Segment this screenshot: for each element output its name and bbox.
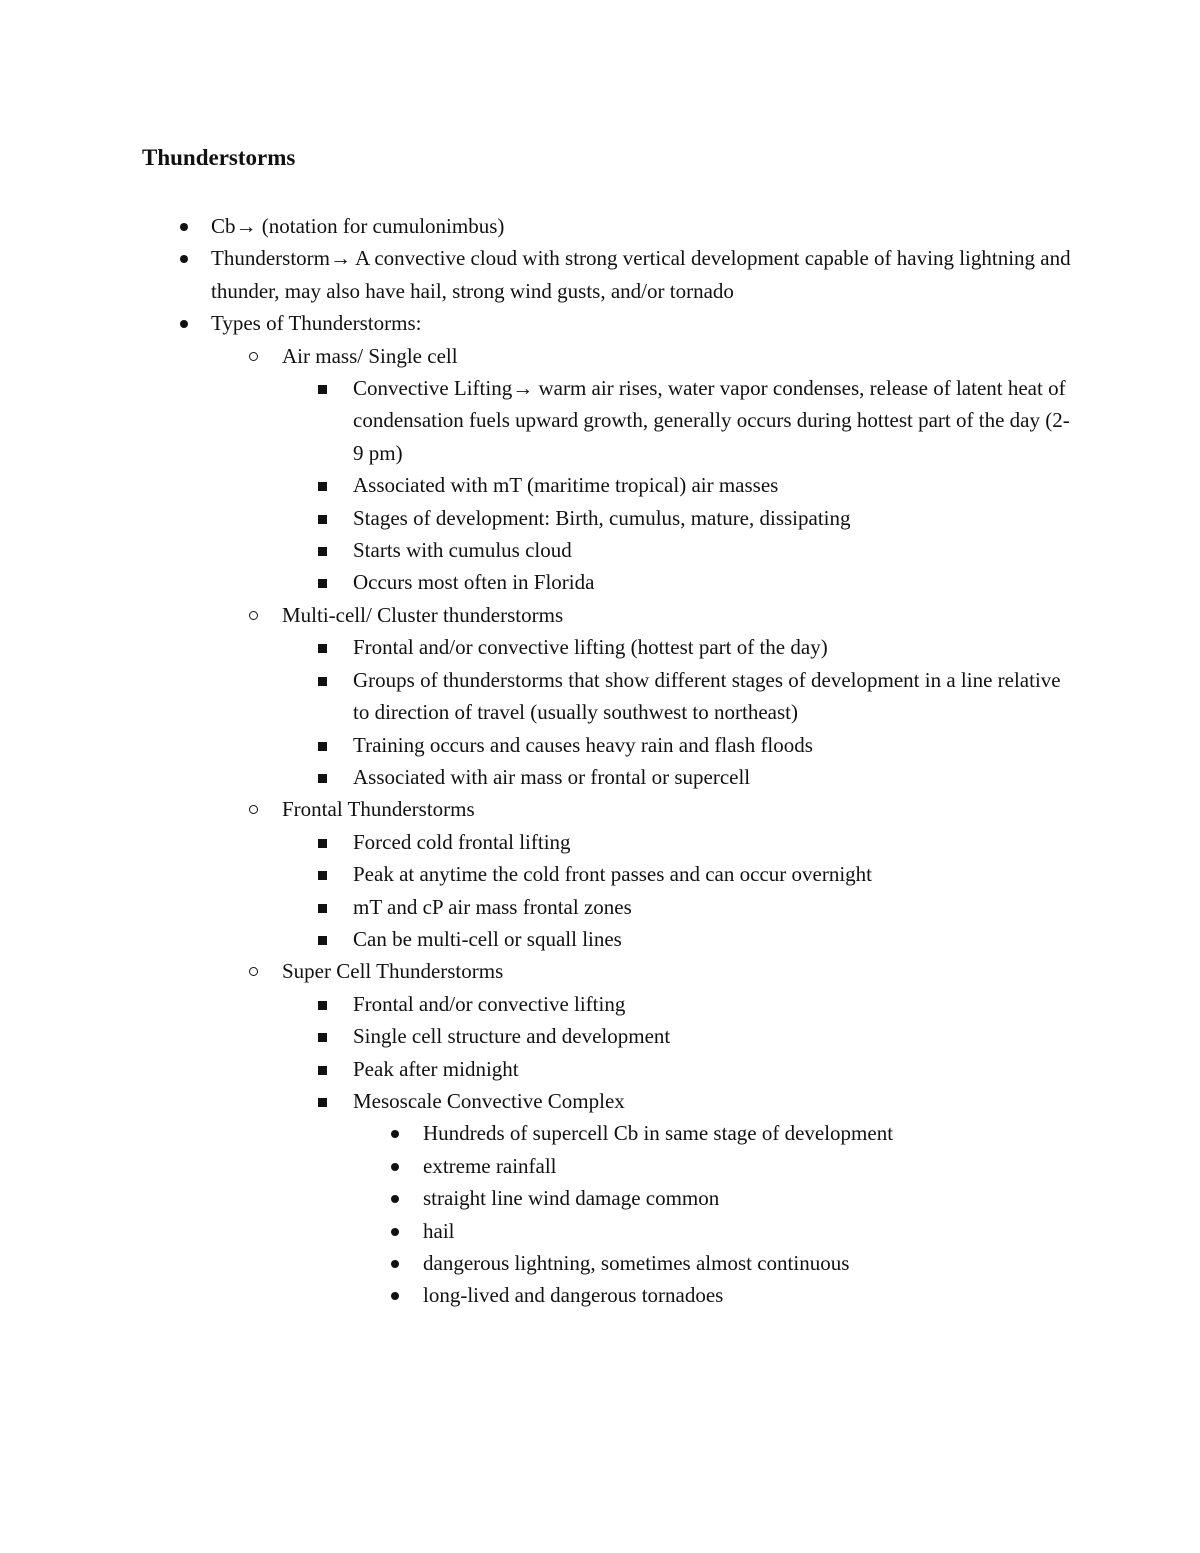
circle-bullet-icon xyxy=(249,805,258,814)
type-points-list xyxy=(0,988,1071,1312)
mcc-text: Hundreds of supercell Cb in same stage of development xyxy=(423,1121,894,1146)
point-text: Can be multi-cell or squall lines xyxy=(353,926,622,951)
disc-bullet-icon xyxy=(180,255,188,263)
disc-bullet-icon xyxy=(391,1130,399,1138)
square-bullet-icon xyxy=(318,1066,327,1075)
point-text: Convective Lifting→ warm air rises, water vapor condenses, release of latent heat of condensation fuels upward growth, generally occurs during hottest part of the day (2-9 pm) xyxy=(353,376,1070,465)
square-bullet-icon xyxy=(318,1098,327,1107)
point-item xyxy=(0,664,1071,729)
disc-bullet-icon xyxy=(391,1228,399,1236)
disc-bullet-icon xyxy=(391,1163,399,1171)
type-item xyxy=(0,340,1071,599)
list-item-text: Thunderstorm→ A convective cloud with strong vertical development capable of having lightning and thunder, may also have hail, strong wind gusts, and/or tornado xyxy=(211,246,1071,303)
square-bullet-icon xyxy=(318,839,327,848)
mcc-points-list xyxy=(0,1117,1071,1311)
point-text: Groups of thunderstorms that show different stages of development in a line relative to direction of travel (usually southwest to northeast) xyxy=(353,667,1061,725)
square-bullet-icon xyxy=(318,579,327,588)
mcc-item xyxy=(0,1215,1071,1247)
point-text: Training occurs and causes heavy rain and flash floods xyxy=(353,732,813,757)
type-name: Super Cell Thunderstorms xyxy=(282,959,504,984)
document-body xyxy=(0,210,1200,1312)
point-item xyxy=(0,858,1071,890)
circle-bullet-icon xyxy=(249,352,258,361)
square-bullet-icon xyxy=(318,904,327,913)
point-text: Mesoscale Convective Complex xyxy=(353,1088,625,1113)
disc-bullet-icon xyxy=(391,1292,399,1300)
mcc-text: straight line wind damage common xyxy=(423,1186,720,1211)
point-text: Occurs most often in Florida xyxy=(353,570,595,595)
point-text: Associated with air mass or frontal or supercell xyxy=(353,764,751,789)
point-item xyxy=(0,1053,1071,1085)
type-name: Air mass/ Single cell xyxy=(282,343,458,368)
point-text: Frontal and/or convective lifting xyxy=(353,991,626,1016)
type-item xyxy=(0,955,1071,1311)
square-bullet-icon xyxy=(318,936,327,945)
type-points-list xyxy=(0,372,1071,599)
type-name: Frontal Thunderstorms xyxy=(282,797,475,822)
point-text: Frontal and/or convective lifting (hottest part of the day) xyxy=(353,635,828,660)
square-bullet-icon xyxy=(318,547,327,556)
mcc-text: hail xyxy=(423,1218,455,1243)
list-item-text: Cb→ (notation for cumulonimbus) xyxy=(211,214,505,238)
list-item xyxy=(0,307,1071,1312)
point-text: Single cell structure and development xyxy=(353,1024,671,1049)
list-item-text: Types of Thunderstorms: xyxy=(211,311,422,336)
point-text: mT and cP air mass frontal zones xyxy=(353,894,632,919)
point-text: Starts with cumulus cloud xyxy=(353,538,572,563)
mcc-item xyxy=(0,1279,1071,1311)
point-text: Forced cold frontal lifting xyxy=(353,829,571,854)
mcc-item xyxy=(0,1117,1071,1149)
thunderstorm-types-list xyxy=(0,340,1071,1312)
disc-bullet-icon xyxy=(391,1195,399,1203)
square-bullet-icon xyxy=(318,385,327,394)
type-name: Multi-cell/ Cluster thunderstorms xyxy=(282,602,564,627)
point-item xyxy=(0,761,1071,793)
square-bullet-icon xyxy=(318,1033,327,1042)
page-title: Thunderstorms xyxy=(142,145,296,170)
type-points-list xyxy=(0,826,1071,956)
square-bullet-icon xyxy=(318,515,327,524)
square-bullet-icon xyxy=(318,1001,327,1010)
point-item xyxy=(0,1085,1071,1312)
point-text: Peak at anytime the cold front passes and can occur overnight xyxy=(353,862,872,887)
disc-bullet-icon xyxy=(180,223,188,231)
square-bullet-icon xyxy=(318,677,327,686)
point-item xyxy=(0,566,1071,598)
point-item xyxy=(0,826,1071,858)
point-item xyxy=(0,923,1071,955)
disc-bullet-icon xyxy=(180,320,188,328)
type-points-list xyxy=(0,631,1071,793)
mcc-text: dangerous lightning, sometimes almost continuous xyxy=(423,1251,850,1275)
circle-bullet-icon xyxy=(249,967,258,976)
type-item xyxy=(0,793,1071,955)
square-bullet-icon xyxy=(318,742,327,751)
point-item xyxy=(0,469,1071,501)
point-item xyxy=(0,988,1071,1020)
mcc-text: extreme rainfall xyxy=(423,1153,557,1178)
list-item xyxy=(0,210,1071,242)
point-item xyxy=(0,534,1071,566)
type-item xyxy=(0,599,1071,793)
point-item xyxy=(0,502,1071,534)
point-text: Associated with mT (maritime tropical) air masses xyxy=(353,473,779,498)
mcc-item xyxy=(0,1150,1071,1182)
point-item xyxy=(0,372,1071,469)
mcc-item xyxy=(0,1247,1071,1279)
point-item xyxy=(0,1020,1071,1052)
point-item xyxy=(0,729,1071,761)
mcc-item xyxy=(0,1182,1071,1214)
mcc-text: long-lived and dangerous tornadoes xyxy=(423,1283,724,1308)
square-bullet-icon xyxy=(318,774,327,783)
circle-bullet-icon xyxy=(249,611,258,620)
point-text: Stages of development: Birth, cumulus, mature, dissipating xyxy=(353,505,851,530)
square-bullet-icon xyxy=(318,482,327,491)
square-bullet-icon xyxy=(318,644,327,653)
main-bullet-list xyxy=(0,210,1200,1312)
square-bullet-icon xyxy=(318,871,327,880)
point-item xyxy=(0,891,1071,923)
point-item xyxy=(0,631,1071,663)
point-text: Peak after midnight xyxy=(353,1056,519,1081)
disc-bullet-icon xyxy=(391,1260,399,1268)
list-item xyxy=(0,242,1071,307)
